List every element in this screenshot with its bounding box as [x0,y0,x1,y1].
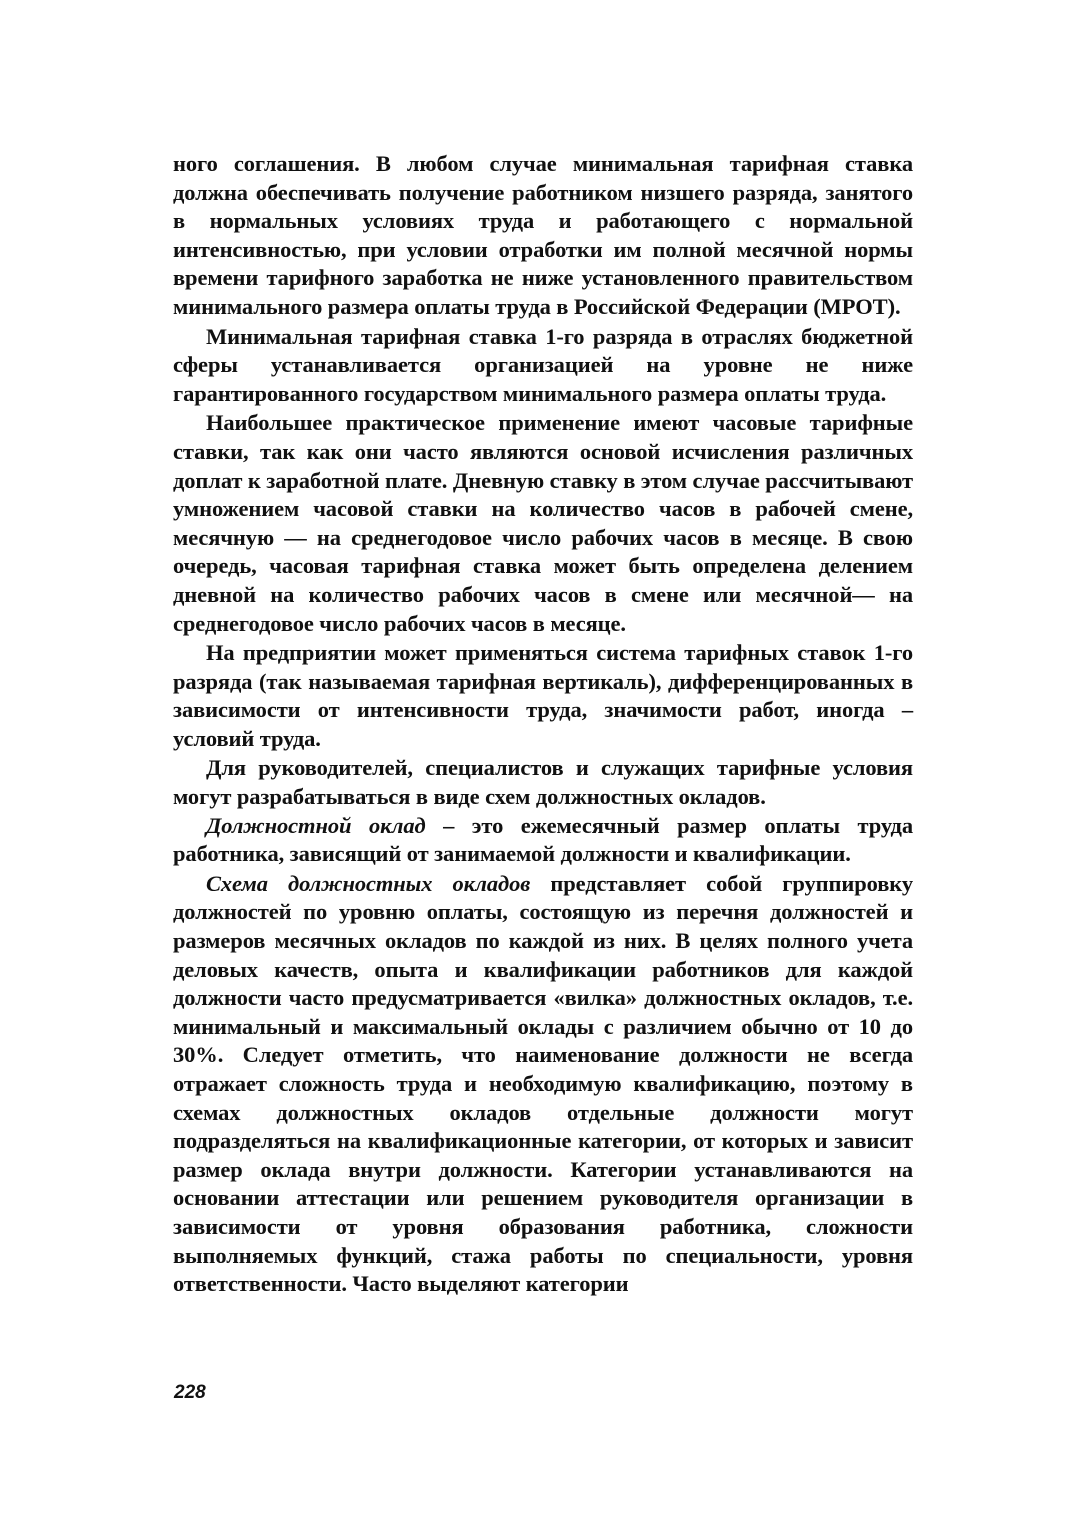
paragraph-7 [173,870,913,1299]
body-text [173,150,913,1299]
paragraph-2: Минимальная тарифная ставка 1-го разряда в отраслях бюджетной сферы устанавливается организацией на уровне не ниже гарантированного государством минимального размера оплаты труда. [173,323,913,406]
paragraph-1: ного соглашения. В любом случае минимальная тарифная ставка должна обеспечивать получение работником низшего разряда, занятого в нормальных условиях труда и работающего с нормальной интенсивностью, при условии отработки им полной месячной нормы времени тарифного заработка не ниже установленного правительством минимального размера оплаты труда в Российской Федерации (МРОТ). [173,151,913,319]
term-position-salary: Должностной оклад [206,812,426,838]
paragraph-5: Для руководителей, специалистов и служащих тарифные условия могут разрабатываться в виде схем должностных окладов. [173,755,913,810]
paragraph-6 [173,812,913,869]
paragraph-7-text: представляет собой группировку должностей по уровню оплаты, состоящую из перечня должностей и размеров месячных окладов по каждой из них. В целях полного учета деловых качеств, опыта и квалификации работников для каждой должности часто предусматривается «вилка» должностных окладов, т.е. минимальный и максимальный оклады с различием обычно от 10 до 30%. Следует отметить, что наименование должности не всегда отражает сложность труда и необходимую квалификацию, поэтому в схемах должностных окладов отдельные должности могут подразделяться на квалификационные категории, от которых и зависит размер оклада внутри должности. Категории устанавливаются на основании аттестации или решением руководителя организации в зависимости от уровня образования работника, сложности выполняемых функций, стажа работы по специальности, уровня ответственности. Часто выделяют категории [173,870,913,1297]
paragraph-3: Наибольшее практическое применение имеют часовые тарифные ставки, так как они часто являются основой исчисления различных доплат к заработной плате. Дневную ставку в этом случае рассчитывают умножением часовой ставки на количество часов в рабочей смене, месячную — на среднегодовое число рабочих часов в месяце. В свою очередь, часовая тарифная ставка может быть определена делением дневной на количество рабочих часов в смене или месячной— на среднегодовое число рабочих часов в месяце. [173,410,913,636]
term-salary-scheme: Схема должностных окладов [206,870,531,896]
paragraph-6-text: – это ежемесячный размер оплаты труда работника, зависящий от занимаемой должности и квалификации. [173,812,913,867]
paragraph-4: На предприятии может применяться система тарифных ставок 1-го разряда (так называемая тарифная вертикаль), дифференцированных в зависимости от интенсивности труда, значимости работ, иногда – условий труда. [173,640,913,751]
page-number: 228 [174,1382,206,1403]
